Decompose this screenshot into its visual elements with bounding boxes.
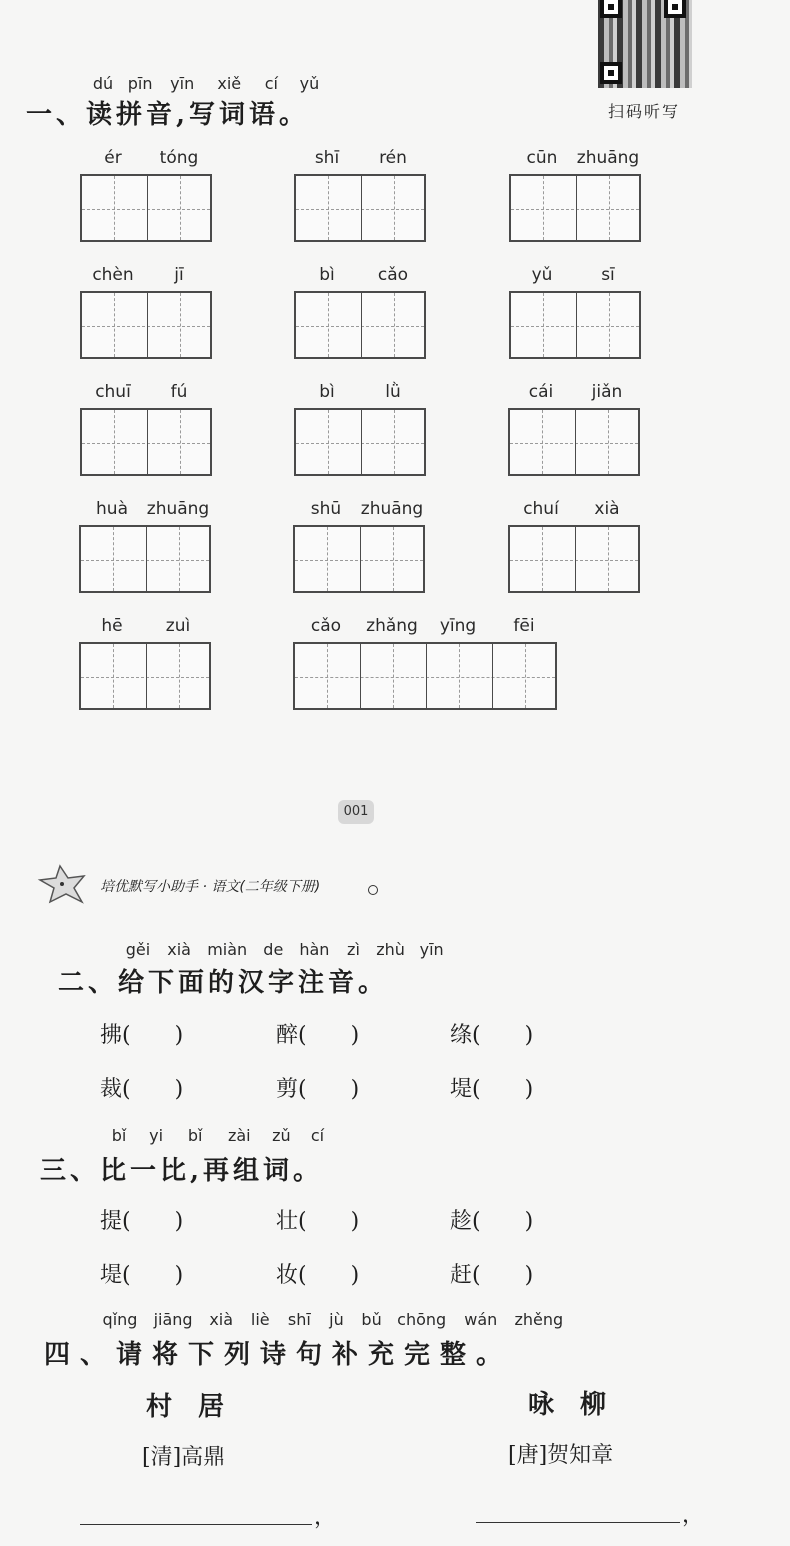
grid-pinyin: lǜ (385, 382, 401, 402)
page-number-badge (338, 800, 374, 824)
pinyin: jiāng (153, 1310, 193, 1329)
grid-pinyin: cǎo (377, 265, 409, 285)
writing-grid[interactable] (508, 408, 640, 476)
char-blank[interactable]: 趁( ) (450, 1209, 534, 1234)
pinyin: liè (250, 1310, 270, 1329)
section4-title: 四、请将下列诗句补充完整。 (44, 1340, 513, 1370)
grid-pinyin: yǔ (531, 265, 553, 285)
char-blank[interactable]: 裁( ) (100, 1077, 184, 1102)
writing-grid[interactable] (294, 408, 426, 476)
pinyin: hàn (299, 940, 330, 959)
grid-pinyin: fú (170, 382, 188, 402)
writing-grid[interactable] (80, 291, 212, 359)
pinyin: shī (287, 1310, 311, 1329)
page-number: 001 (343, 804, 369, 819)
poem-author: [清]高鼎 (142, 1445, 226, 1470)
grid-pinyin: shū (310, 499, 342, 519)
comma: ， (314, 1505, 337, 1530)
grid-pinyin: ér (104, 148, 122, 168)
section1-pinyin (88, 74, 327, 93)
char-blank[interactable]: 提( ) (100, 1209, 184, 1234)
char-blank[interactable]: 妆( ) (276, 1263, 360, 1288)
grid-pinyin: zhuāng (576, 148, 640, 168)
pinyin: yǔ (299, 74, 320, 93)
pinyin: dú (92, 74, 114, 93)
grid-pinyin: jiǎn (591, 382, 623, 402)
grid-pinyin: cǎo (310, 616, 342, 636)
qr-finder (600, 0, 622, 18)
grid-pinyin: fēi (513, 616, 535, 636)
pinyin: miàn (207, 940, 248, 959)
char-blank[interactable]: 剪( ) (276, 1077, 360, 1102)
section3-title: 三、比一比,再组词。 (40, 1156, 324, 1186)
grid-pinyin: zhuāng (146, 499, 210, 519)
writing-grid[interactable] (509, 174, 641, 242)
pinyin: gěi (125, 940, 151, 959)
grid-pinyin: jī (174, 265, 184, 285)
char-blank[interactable]: 堤( ) (100, 1263, 184, 1288)
pinyin: zì (347, 940, 360, 959)
grid-pinyin: cūn (526, 148, 558, 168)
writing-grid[interactable] (79, 642, 211, 710)
pinyin: yīn (419, 940, 444, 959)
answer-line[interactable] (476, 1522, 680, 1523)
section3-pinyin (104, 1126, 333, 1145)
grid-pinyin: zhuāng (360, 499, 424, 519)
pinyin: bǔ (361, 1310, 382, 1329)
grid-pinyin: bì (319, 265, 335, 285)
writing-grid[interactable] (80, 174, 212, 242)
section1-title: 一、读拼音,写词语。 (26, 100, 310, 130)
pinyin: cí (310, 1126, 325, 1145)
pinyin: de (263, 940, 284, 959)
grid-pinyin: hē (101, 616, 123, 636)
grid-pinyin: sī (601, 265, 615, 285)
grid-pinyin: tóng (159, 148, 199, 168)
writing-grid[interactable] (79, 525, 211, 593)
grid-pinyin: xià (594, 499, 620, 519)
running-header: 培优默写小助手 · 语文(二年级下册) (100, 879, 321, 895)
writing-grid[interactable] (508, 525, 640, 593)
writing-grid[interactable] (293, 525, 425, 593)
qr-finder (600, 62, 622, 84)
writing-grid[interactable] (509, 291, 641, 359)
grid-pinyin: cái (528, 382, 554, 402)
char-blank[interactable]: 堤( ) (450, 1077, 534, 1102)
pinyin: zài (227, 1126, 251, 1145)
pinyin: zhù (376, 940, 405, 959)
grid-pinyin: yīng (439, 616, 477, 636)
comma: ， (682, 1503, 705, 1528)
section4-pinyin (98, 1310, 568, 1329)
grid-pinyin: shī (314, 148, 340, 168)
writing-grid[interactable] (80, 408, 212, 476)
poem-title: 村 居 (146, 1392, 225, 1422)
answer-line[interactable] (80, 1524, 312, 1525)
writing-grid[interactable] (294, 174, 426, 242)
qr-finder (664, 0, 686, 18)
header-dot-icon (368, 885, 378, 895)
char-blank[interactable]: 赶( ) (450, 1263, 534, 1288)
pinyin: chōng (397, 1310, 447, 1329)
grid-pinyin: rén (379, 148, 407, 168)
header-star-icon (36, 862, 98, 906)
poem-title: 咏 柳 (528, 1390, 607, 1420)
grid-pinyin: chuī (95, 382, 131, 402)
grid-pinyin: zhǎng (366, 616, 418, 636)
pinyin: xià (209, 1310, 234, 1329)
grid-pinyin: zuì (165, 616, 191, 636)
pinyin: zǔ (272, 1126, 291, 1145)
pinyin: zhěng (514, 1310, 564, 1329)
grid-pinyin: bì (319, 382, 335, 402)
pinyin: yi (149, 1126, 164, 1145)
grid-pinyin: chuí (523, 499, 559, 519)
char-blank[interactable]: 拂( ) (100, 1023, 184, 1048)
grid-pinyin: huà (96, 499, 128, 519)
qr-caption: 扫码听写 (608, 102, 681, 121)
poem-author: [唐]贺知章 (508, 1443, 614, 1468)
pinyin: jù (329, 1310, 344, 1329)
pinyin: xiě (217, 74, 242, 93)
writing-grid[interactable] (293, 642, 557, 710)
pinyin: xià (167, 940, 191, 959)
char-blank[interactable]: 醉( ) (276, 1023, 360, 1048)
grid-pinyin: chèn (92, 265, 134, 285)
qr-code[interactable] (598, 0, 692, 88)
pinyin: bǐ (187, 1126, 203, 1145)
pinyin: yīn (170, 74, 195, 93)
char-blank[interactable]: 壮( ) (276, 1209, 360, 1234)
section2-pinyin (120, 940, 450, 959)
char-blank[interactable]: 绦( ) (450, 1023, 534, 1048)
pinyin: wán (464, 1310, 498, 1329)
pinyin: cí (264, 74, 278, 93)
writing-grid[interactable] (294, 291, 426, 359)
pinyin: qǐng (102, 1310, 138, 1329)
pinyin: bǐ (111, 1126, 127, 1145)
section2-title: 二、给下面的汉字注音。 (58, 968, 389, 998)
pinyin: pīn (127, 74, 153, 93)
